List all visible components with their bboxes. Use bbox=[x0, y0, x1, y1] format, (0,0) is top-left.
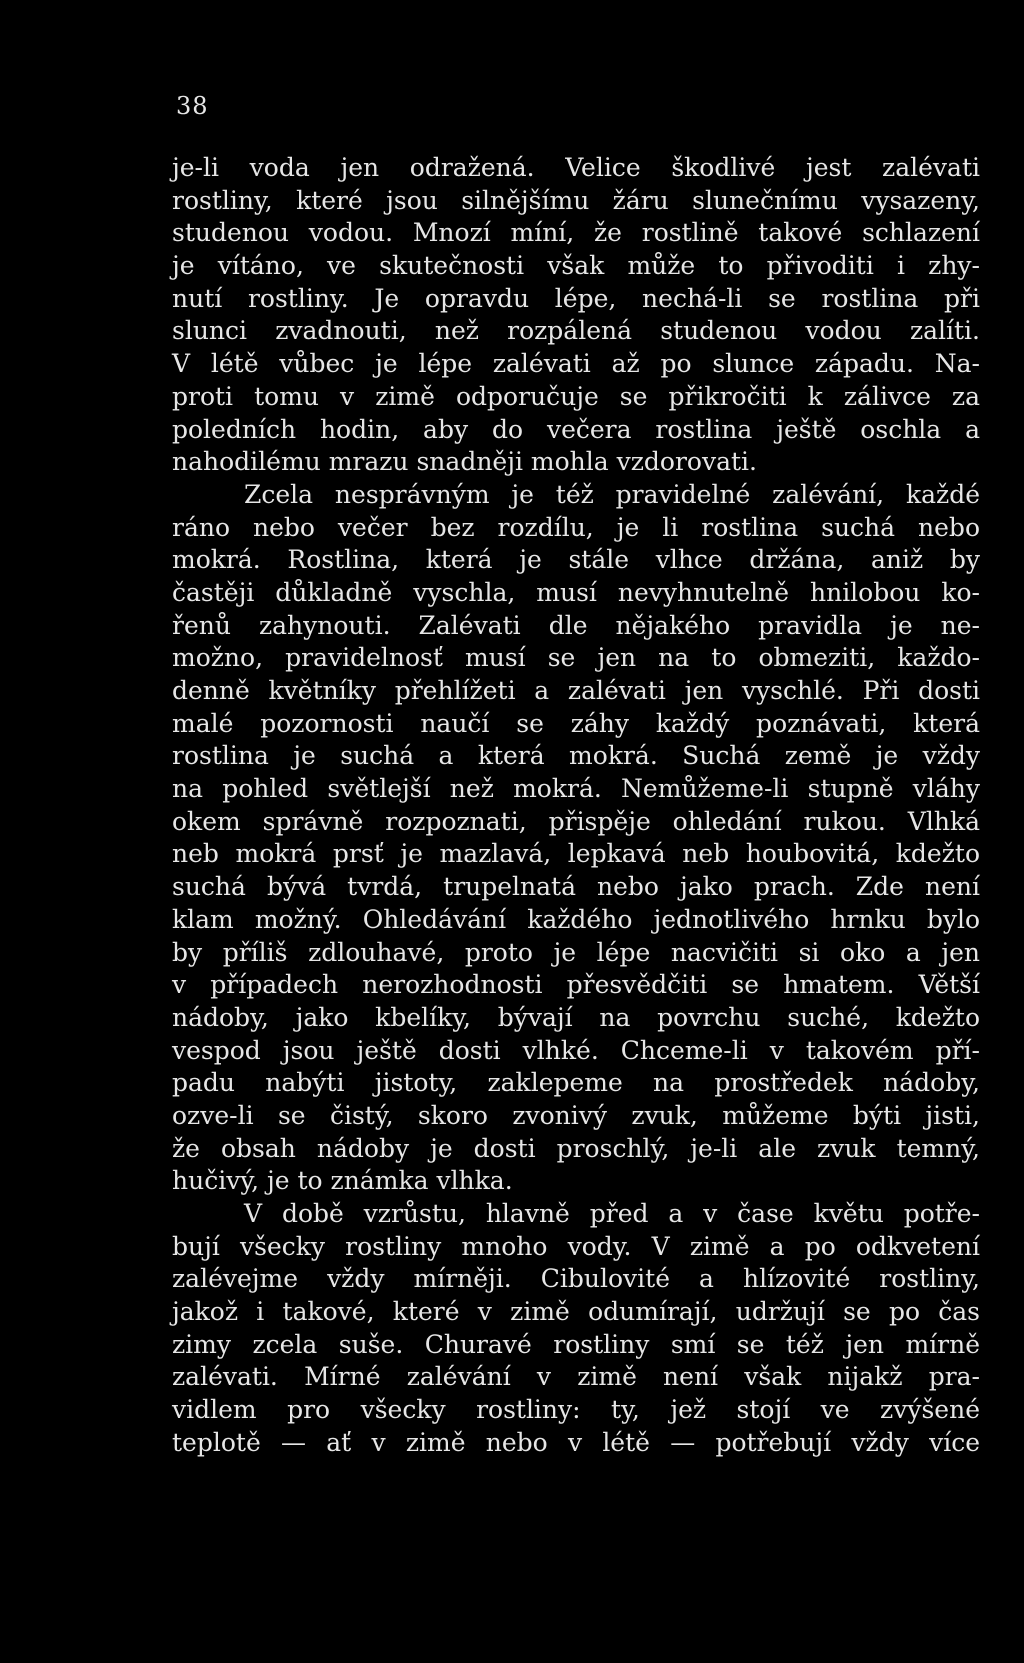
text-line: mokrá. Rostlina, která je stále vlhce držána, aniž by bbox=[172, 545, 980, 575]
text-line: denně květníky přehlížeti a zalévati jen vyschlé. Při dosti bbox=[172, 676, 980, 705]
text-line: bují všecky rostliny mnoho vody. V zimě a po odkvetení bbox=[172, 1231, 980, 1261]
page-number: 38 bbox=[176, 92, 209, 120]
text-line: zalévejme vždy mírněji. Cibulovité a hlízovité rostliny, bbox=[172, 1264, 980, 1294]
text-line: jakož i takové, které v zimě odumírají, udržují se po čas bbox=[172, 1297, 980, 1327]
text-line: padu nabýti jistoty, zaklepeme na prostředek nádoby, bbox=[172, 1068, 980, 1098]
text-line: častěji důkladně vyschla, musí nevyhnutelně hnilobou ko- bbox=[172, 577, 980, 607]
text-line: vidlem pro všecky rostliny: ty, jež stojí ve zvýšené bbox=[172, 1395, 980, 1425]
text-line: nutí rostliny. Je opravdu lépe, nechá-li se rostlina při bbox=[172, 283, 980, 313]
text-line: okem správně rozpoznati, přispěje ohledání rukou. Vlhká bbox=[172, 806, 980, 836]
text-line: je-li voda jen odražená. Velice škodlivé jest zalévati bbox=[172, 153, 980, 182]
text-line: V době vzrůstu, hlavně před a v čase květu potře- bbox=[244, 1199, 980, 1228]
text-line: v případech nerozhodnosti přesvědčiti se hmatem. Větší bbox=[172, 970, 980, 1000]
text-line: by příliš zdlouhavé, proto je lépe nacvičiti si oko a jen bbox=[172, 937, 980, 967]
text-line: je vítáno, ve skutečnosti však může to přivoditi i zhy- bbox=[172, 251, 980, 281]
text-line: rostliny, které jsou silnějšímu žáru slunečnímu vysazeny, bbox=[172, 185, 980, 215]
text-line: možno, pravidelnosť musí se jen na to obmeziti, každo- bbox=[172, 643, 980, 673]
text-line: že obsah nádoby je dosti proschlý, je-li ale zvuk temný, bbox=[172, 1133, 980, 1163]
text-line: řenů zahynouti. Zalévati dle nějakého pravidla je ne- bbox=[172, 610, 980, 640]
text-line: malé pozornosti naučí se záhy každý poznávati, která bbox=[172, 708, 980, 738]
text-line: V létě vůbec je lépe zalévati až po slunce západu. Na- bbox=[172, 349, 980, 379]
text-line: klam možný. Ohledávání každého jednotlivého hrnku bylo bbox=[172, 904, 980, 934]
text-line: zalévati. Mírné zalévání v zimě není však nijakž pra- bbox=[172, 1362, 980, 1392]
text-line: teplotě — ať v zimě nebo v létě — potřebují vždy více bbox=[172, 1427, 980, 1457]
text-line: rostlina je suchá a která mokrá. Suchá země je vždy bbox=[172, 741, 980, 771]
text-line: poledních hodin, aby do večera rostlina ještě oschla a bbox=[172, 414, 980, 444]
text-line: hučivý, je to známka vlhka. bbox=[172, 1166, 513, 1196]
text-line: ozve-li se čistý, skoro zvonivý zvuk, můžeme býti jisti, bbox=[172, 1100, 980, 1130]
text-line: vespod jsou ještě dosti vlhké. Chceme-li v takovém pří- bbox=[172, 1035, 980, 1065]
text-line: slunci zvadnouti, než rozpálená studenou vodou zalíti. bbox=[172, 316, 980, 346]
text-line: ráno nebo večer bez rozdílu, je li rostlina suchá nebo bbox=[172, 512, 980, 542]
text-line: neb mokrá prsť je mazlavá, lepkavá neb houbovitá, kdežto bbox=[172, 839, 980, 869]
text-line: na pohled světlejší než mokrá. Nemůžeme-li stupně vláhy bbox=[172, 774, 980, 804]
text-line: studenou vodou. Mnozí míní, že rostlině takové schlazení bbox=[172, 218, 980, 248]
text-line: suchá bývá tvrdá, trupelnatá nebo jako prach. Zde není bbox=[172, 872, 980, 902]
text-line: nahodilému mrazu snadněji mohla vzdorovati. bbox=[172, 447, 757, 477]
text-line: nádoby, jako kbelíky, bývají na povrchu suché, kdežto bbox=[172, 1002, 980, 1032]
body-text bbox=[172, 152, 980, 1460]
text-line: Zcela nesprávným je též pravidelné zalévání, každé bbox=[244, 479, 980, 509]
text-line: proti tomu v zimě odporučuje se přikročiti k zálivce za bbox=[172, 381, 980, 411]
text-line: zimy zcela suše. Churavé rostliny smí se též jen mírně bbox=[172, 1329, 980, 1359]
